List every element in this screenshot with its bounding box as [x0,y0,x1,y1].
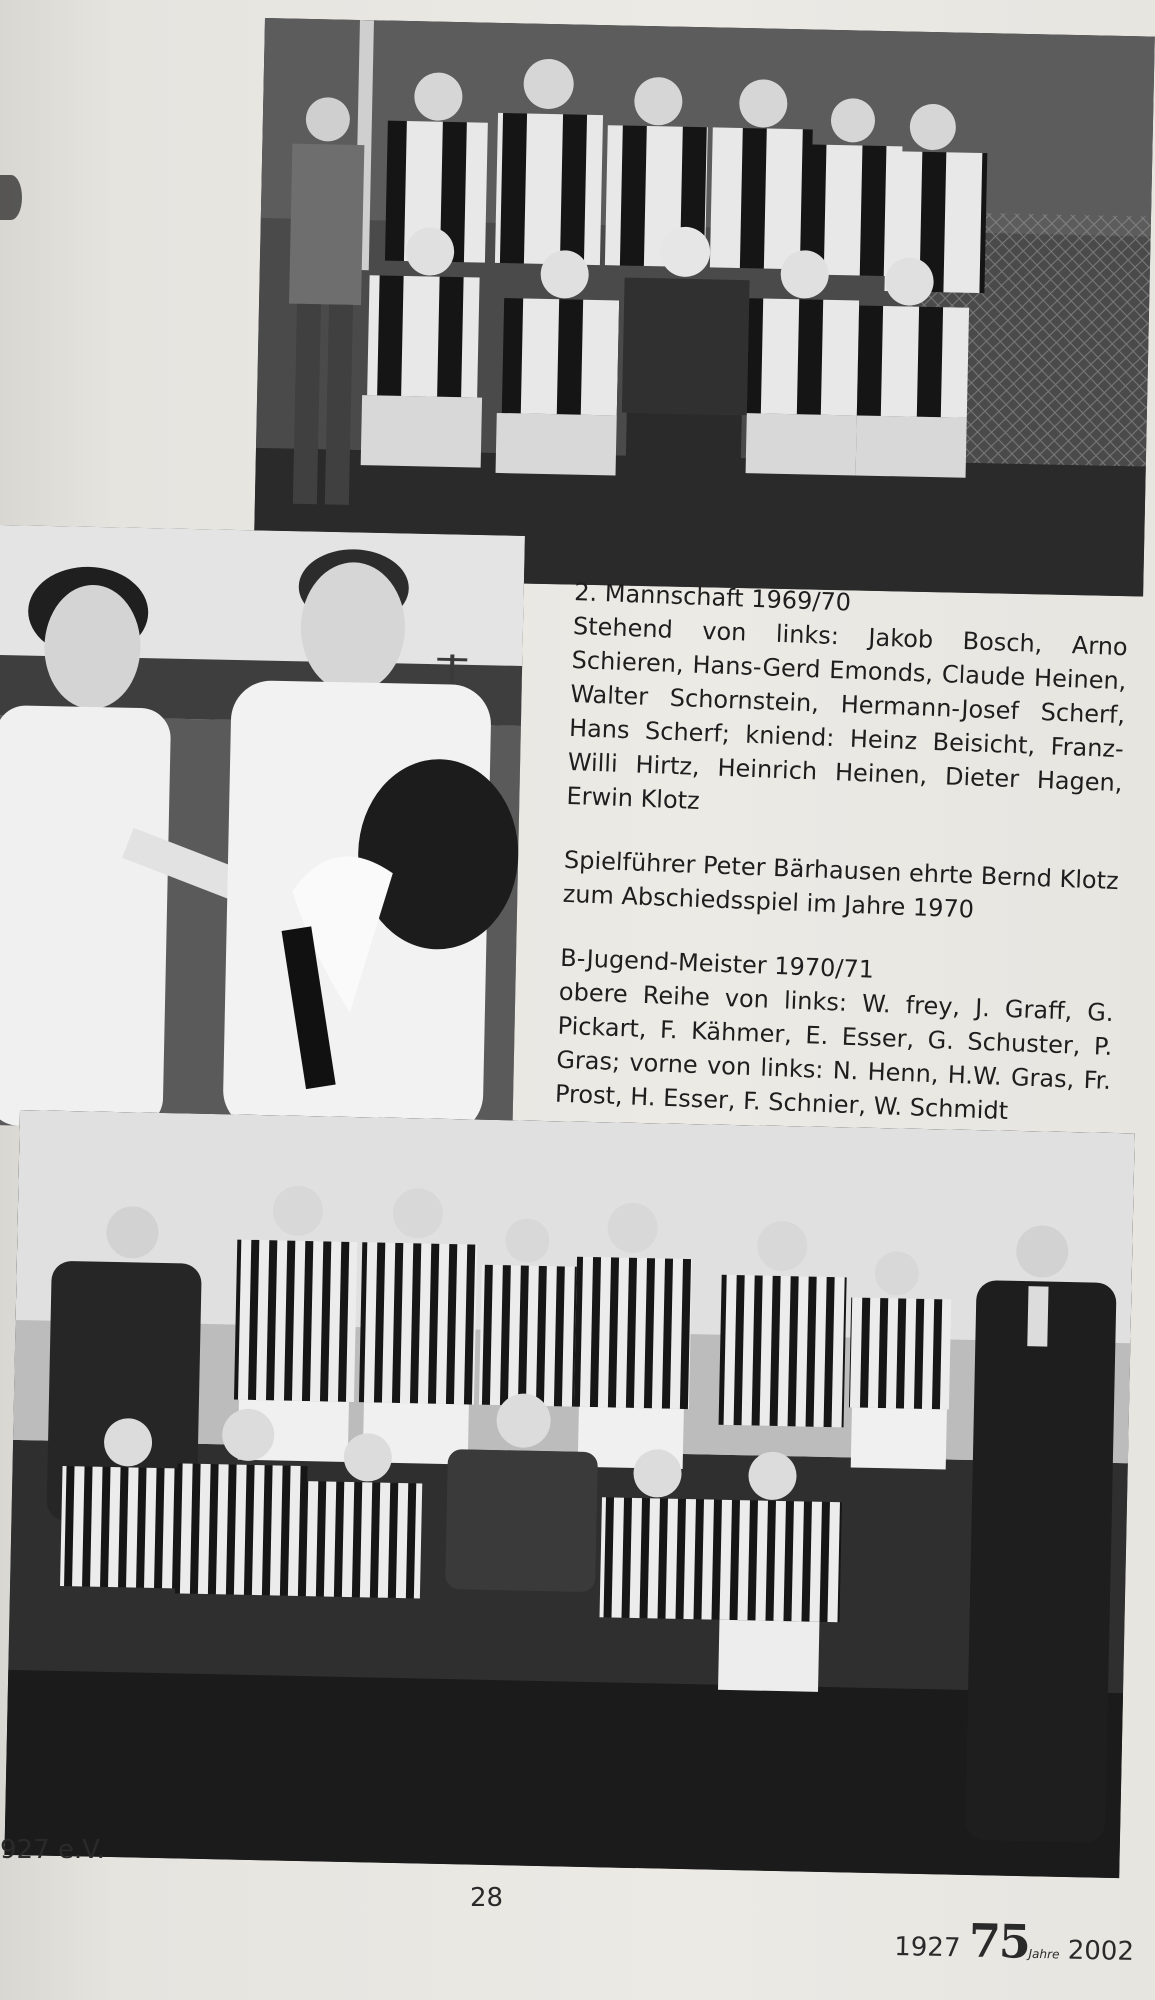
team-caption-title: 2. Mannschaft 1969/70 [573,577,852,617]
youth-team-photo-image [4,1110,1134,1878]
page-edge-mark [0,175,22,220]
farewell-photo-1970 [0,525,525,1136]
page-number: 28 [470,1883,504,1913]
youth-caption-text: obere Reihe von links: W. frey, J. Graff, G. Pickart, F. Kähmer, E. Esser, G. Schuster, P. Gras; vorne von links: N. Henn, H.W. Gras, Fr. Prost, H. Esser, F. Schnier, W. Schmidt [554,977,1115,1126]
footer-year-start: 1927 [893,1931,961,1964]
team-photo-1969 [253,18,1155,597]
jubilee-word: Jahre [1028,1946,1060,1962]
team-caption-text: Stehend von links: Jakob Bosch, Arno Schieren, Hans-Gerd Emonds, Claude Heinen, Walter Schornstein, Hermann-Josef Scherf, Hans Scherf; kniend: Heinz Beisicht, Franz-Willi Hirtz, Heinrich Heinen, Dieter Hagen, Erwin Klotz [565,611,1129,815]
jubilee-number: 75 [968,1913,1030,1969]
jubilee-footer [894,1912,1135,1971]
footer-year-end: 2002 [1067,1935,1135,1968]
official-figure [965,1224,1118,1843]
team-photo-1969-image [253,18,1155,597]
footer-club-text: 927 e.V. [0,1835,105,1865]
farewell-photo-image [0,525,525,1136]
youth-caption-title: B-Jugend-Meister 1970/71 [559,943,875,984]
farewell-caption-text: Spielführer Peter Bärhausen ehrte Bernd Klotz zum Abschiedsspiel im Jahre 1970 [562,845,1120,924]
caption-block [554,575,1129,1132]
youth-team-photo-1970 [4,1110,1134,1878]
